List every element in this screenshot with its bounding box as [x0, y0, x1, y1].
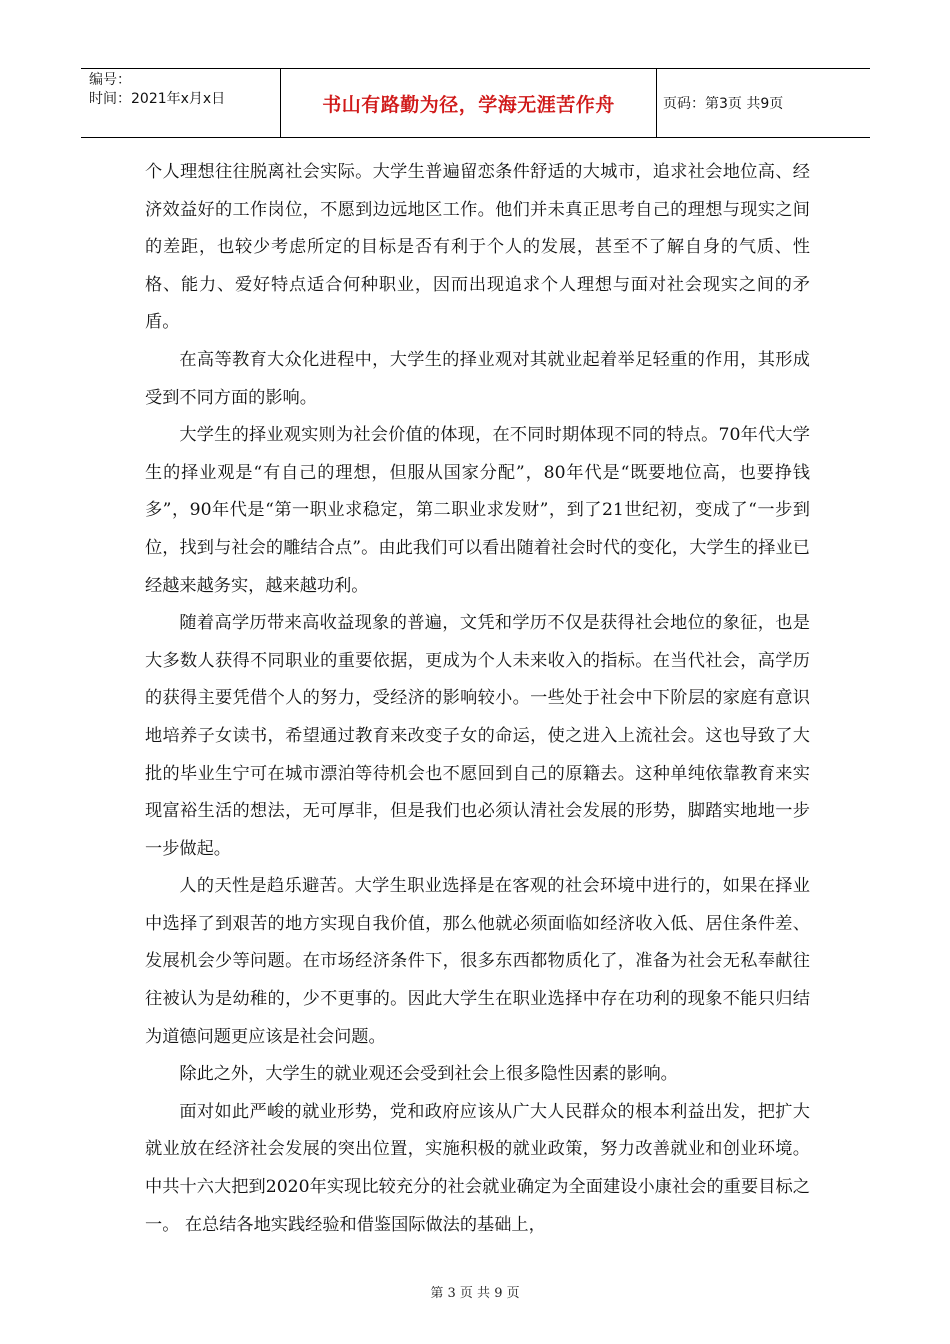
- document-date-label: 时间：2021年x月x日: [89, 91, 226, 107]
- document-number-label: 编号：: [89, 72, 131, 88]
- paragraph-6: 除此之外，大学生的就业观还会受到社会上很多隐性因素的影响。: [179, 1064, 678, 1085]
- paragraph-7: 面对如此严峻的就业形势，党和政府应该从广大人民群众的根本利益出发，把扩大就业放在经济社会发展的突出位置，实施积极的就业政策，努力改善就业和创业环境。中共十六大把到2020年实现比较充分的社会就业确定为全面建设小康社会的重要目标之一。 在总结各地实践经验和借鉴国际做法的基础上，: [145, 1101, 810, 1235]
- paragraph-2: 在高等教育大众化进程中，大学生的择业观对其就业起着举足轻重的作用，其形成受到不同方面的影响。: [145, 349, 810, 408]
- document-body: [145, 154, 810, 1244]
- page-header: [81, 68, 870, 138]
- header-motto: 书山有路勤为径，学海无涯苦作舟: [281, 69, 657, 137]
- paragraph-1: 个人理想往往脱离社会实际。大学生普遍留恋条件舒适的大城市，追求社会地位高、经济效益好的工作岗位，不愿到边远地区工作。他们并未真正思考自己的理想与现实之间的差距，也较少考虑所定的目标是否有利于个人的发展，甚至不了解自身的气质、性格、能力、爱好特点适合何种职业，因而出现追求个人理想与面对社会现实之间的矛盾。: [145, 162, 810, 333]
- header-meta: [81, 69, 281, 137]
- header-page-label: 页码：第3页 共9页: [663, 96, 784, 112]
- page-footer: 第 3 页 共 9 页: [430, 1286, 520, 1301]
- paragraph-4: 随着高学历带来高收益现象的普遍，文凭和学历不仅是获得社会地位的象征，也是大多数人获得不同职业的重要依据，更成为个人未来收入的指标。在当代社会，高学历的获得主要凭借个人的努力，受经济的影响较小。一些处于社会中下阶层的家庭有意识地培养子女读书，希望通过教育来改变子女的命运，使之进入上流社会。这也导致了大批的毕业生宁可在城市漂泊等待机会也不愿回到自己的原籍去。这种单纯依靠教育来实现富裕生活的想法，无可厚非，但是我们也必须认清社会发展的形势，脚踏实地地一步一步做起。: [145, 613, 810, 859]
- paragraph-5: 人的天性是趋乐避苦。大学生职业选择是在客观的社会环境中进行的，如果在择业中选择了到艰苦的地方实现自我价值，那么他就必须面临如经济收入低、居住条件差、发展机会少等问题。在市场经济条件下，很多东西都物质化了，准备为社会无私奉献往往被认为是幼稚的，少不更事的。因此大学生在职业选择中存在功利的现象不能只归结为道德问题更应该是社会问题。: [145, 876, 810, 1047]
- paragraph-3: 大学生的择业观实则为社会价值的体现，在不同时期体现不同的特点。70年代大学生的择业观是“有自己的理想，但服从国家分配”，80年代是“既要地位高，也要挣钱多”，90年代是“第一职业求稳定，第二职业求发财”，到了21世纪初，变成了“一步到位，找到与社会的雕结合点”。由此我们可以看出随着社会时代的变化，大学生的择业已经越来越务实，越来越功利。: [145, 425, 810, 596]
